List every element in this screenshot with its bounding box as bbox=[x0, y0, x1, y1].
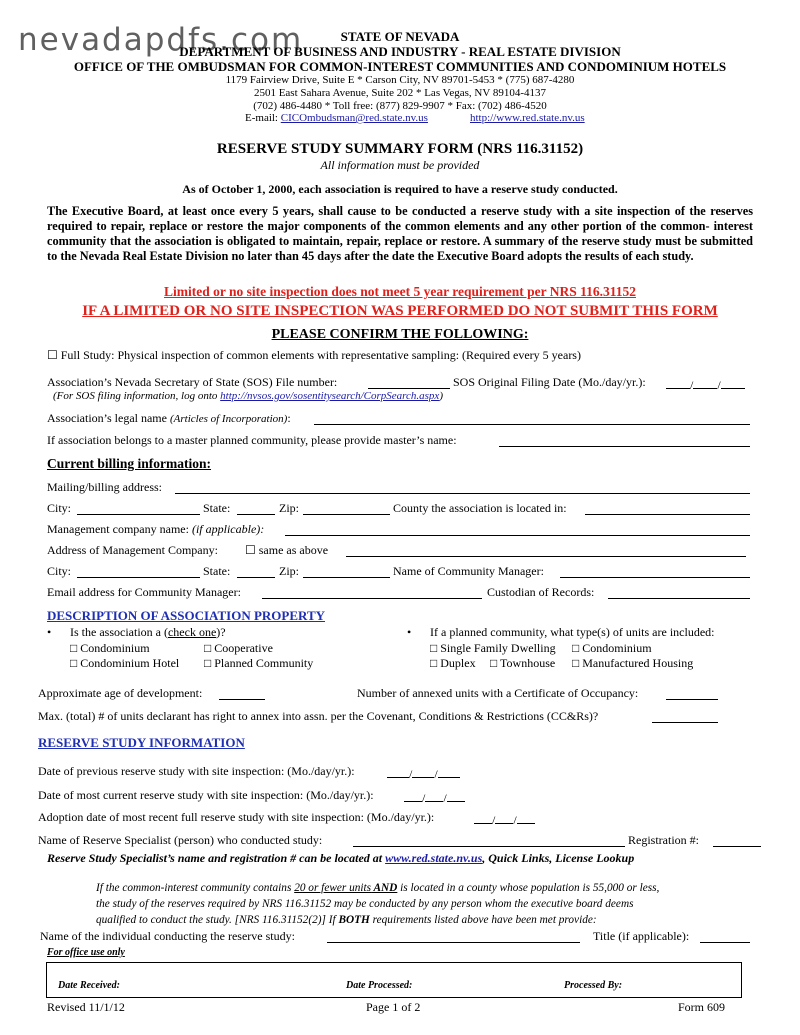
registration-field[interactable] bbox=[713, 846, 761, 847]
lookup-link[interactable]: www.red.state.nv.us bbox=[385, 851, 483, 865]
q1-check-one: check one bbox=[167, 625, 217, 639]
office-use-label: For office use only bbox=[47, 947, 125, 958]
email-link[interactable]: CICOmbudsman@red.state.nv.us bbox=[280, 112, 428, 124]
sos-search-link[interactable]: http://nvsos.gov/sosentitysearch/CorpSearch.aspx bbox=[220, 390, 440, 402]
form-number: Form 609 bbox=[678, 1000, 726, 1014]
legal-name-note: (Articles of Incorporation) bbox=[169, 413, 288, 425]
small-note-1c: AND bbox=[371, 882, 398, 894]
individual-field[interactable] bbox=[327, 942, 580, 943]
sos-note-prefix: (For SOS filing information, log onto bbox=[53, 390, 221, 402]
bullet-association-type: • bbox=[47, 625, 52, 639]
master-community-field[interactable] bbox=[499, 446, 750, 447]
option-condominium[interactable]: □ Condominium bbox=[70, 641, 150, 655]
annexed-field[interactable] bbox=[666, 699, 718, 700]
current-study-label: Date of most current reserve study with site inspection: (Mo./day/yr.): bbox=[38, 788, 374, 802]
max-units-label: Max. (total) # of units declarant has right to annex into assn. per the Covenant, Conditions & Restrictions (CC&Rs)? bbox=[38, 709, 599, 723]
small-community-note bbox=[96, 880, 736, 928]
city-field[interactable] bbox=[77, 514, 200, 515]
previous-study-date[interactable]: / / bbox=[387, 764, 460, 782]
manager-email-field[interactable] bbox=[262, 598, 482, 599]
department-title: DEPARTMENT OF BUSINESS AND INDUSTRY - REAL ESTATE DIVISION bbox=[179, 44, 621, 59]
state-label: State: bbox=[203, 501, 231, 515]
title-label: Title (if applicable): bbox=[593, 929, 690, 943]
email-label: E-mail: bbox=[245, 112, 278, 124]
state-field[interactable] bbox=[237, 514, 275, 515]
association-type-question bbox=[70, 625, 226, 640]
unit-types-question: If a planned community, what type(s) of units are included: bbox=[430, 625, 715, 639]
mailing-field[interactable] bbox=[175, 493, 750, 494]
option-cooperative[interactable]: □ Cooperative bbox=[204, 641, 273, 655]
mgmt-city-label: City: bbox=[47, 564, 72, 578]
mailing-label: Mailing/billing address: bbox=[47, 480, 162, 494]
address-carson: 1179 Fairview Drive, Suite E * Carson City, NV 89701-5453 * (775) 687-4280 bbox=[225, 74, 575, 86]
sos-date-field[interactable]: / / bbox=[666, 375, 748, 393]
full-study-checkbox[interactable]: ☐ Full Study: Physical inspection of common elements with representative sampling: (Required every 5 years) bbox=[47, 348, 581, 362]
warning-limited-inspection: Limited or no site inspection does not meet 5 year requirement per NRS 116.31152 bbox=[164, 284, 636, 299]
as-of-statement: As of October 1, 2000, each association is required to have a reserve study conducted. bbox=[182, 182, 618, 196]
master-community-label: If association belongs to a master planned community, please provide master’s name: bbox=[47, 433, 457, 447]
registration-label: Registration #: bbox=[628, 833, 699, 847]
age-field[interactable] bbox=[219, 699, 265, 700]
watermark: nevadapdfs.com bbox=[18, 22, 304, 58]
form-title: RESERVE STUDY SUMMARY FORM (NRS 116.31152) bbox=[216, 141, 584, 157]
previous-study-label: Date of previous reserve study with site inspection: (Mo./day/yr.): bbox=[38, 764, 355, 778]
lookup-note bbox=[47, 851, 634, 866]
manager-name-label: Name of Community Manager: bbox=[393, 564, 544, 578]
max-units-field[interactable] bbox=[652, 722, 718, 723]
mgmt-name-text: Management company name: bbox=[47, 522, 189, 536]
q1-suffix: )? bbox=[216, 625, 226, 639]
option-manufactured-housing[interactable]: □ Manufactured Housing bbox=[572, 656, 694, 670]
option-duplex[interactable]: □ Duplex bbox=[430, 656, 476, 670]
billing-heading: Current billing information: bbox=[47, 456, 212, 471]
city-label: City: bbox=[47, 501, 72, 515]
mgmt-zip-label: Zip: bbox=[279, 564, 299, 578]
adoption-date-label: Adoption date of most recent full reserve study with site inspection: (Mo./day/yr.): bbox=[38, 810, 435, 824]
specialist-label: Name of Reserve Specialist (person) who conducted study: bbox=[38, 833, 323, 847]
age-label: Approximate age of development: bbox=[38, 686, 203, 700]
form-subtitle: All information must be provided bbox=[320, 158, 480, 172]
q1-prefix: Is the association a ( bbox=[70, 625, 168, 639]
lookup-prefix: Reserve Study Specialist’s name and registration # can be located at bbox=[47, 851, 386, 865]
warning-do-not-submit: IF A LIMITED OR NO SITE INSPECTION WAS PERFORMED DO NOT SUBMIT THIS FORM bbox=[82, 303, 718, 319]
legal-name-colon: : bbox=[287, 411, 291, 425]
mgmt-zip-field[interactable] bbox=[303, 577, 390, 578]
custodian-label: Custodian of Records: bbox=[487, 585, 595, 599]
option-condominium-hotel[interactable]: □ Condominium Hotel bbox=[70, 656, 180, 670]
phone-numbers: (702) 486-4480 * Toll free: (877) 829-9907 * Fax: (702) 486-4520 bbox=[253, 100, 547, 112]
email-line bbox=[245, 112, 428, 124]
small-note-3c: requirements listed above have been met provide: bbox=[369, 914, 597, 926]
mgmt-name-note: (if applicable): bbox=[191, 522, 265, 536]
mgmt-name-field[interactable] bbox=[285, 535, 750, 536]
address-vegas: 2501 East Sahara Avenue, Suite 202 * Las Vegas, NV 89104-4137 bbox=[253, 87, 547, 99]
option-townhouse[interactable]: □ Townhouse bbox=[490, 656, 556, 670]
option-unit-condominium[interactable]: □ Condominium bbox=[572, 641, 652, 655]
custodian-field[interactable] bbox=[608, 598, 750, 599]
state-title: STATE OF NEVADA bbox=[340, 29, 460, 44]
legal-name-label bbox=[47, 411, 291, 426]
individual-label: Name of the individual conducting the reserve study: bbox=[40, 929, 295, 943]
specialist-field[interactable] bbox=[353, 846, 625, 847]
same-as-above-checkbox[interactable]: ☐ same as above bbox=[245, 543, 329, 557]
lookup-suffix: , Quick Links, License Lookup bbox=[482, 851, 635, 865]
small-note-1a: If the common-interest community contains bbox=[96, 882, 295, 894]
small-note-line-3 bbox=[96, 912, 736, 928]
mgmt-state-label: State: bbox=[203, 564, 231, 578]
small-note-line-1 bbox=[96, 880, 736, 896]
title-field[interactable] bbox=[700, 942, 750, 943]
legal-name-text: Association’s legal name bbox=[47, 411, 167, 425]
revised-date: Revised 11/1/12 bbox=[47, 1000, 125, 1014]
option-single-family[interactable]: □ Single Family Dwelling bbox=[430, 641, 556, 655]
county-field[interactable] bbox=[585, 514, 750, 515]
small-note-3b: BOTH bbox=[338, 914, 370, 926]
option-planned-community[interactable]: □ Planned Community bbox=[204, 656, 314, 670]
mgmt-address-label: Address of Management Company: bbox=[47, 543, 218, 557]
date-processed-label: Date Processed: bbox=[346, 980, 413, 991]
small-note-1b: 20 or fewer units bbox=[294, 882, 372, 894]
mgmt-city-field[interactable] bbox=[77, 577, 200, 578]
sos-file-field[interactable] bbox=[368, 388, 450, 389]
sos-note bbox=[53, 390, 443, 402]
legal-name-field[interactable] bbox=[314, 424, 750, 425]
intro-paragraph: The Executive Board, at least once every 5 years, shall cause to be conducted a reserve study with a site inspection of the reserves required to repair, replace or restore the major components of the common elements and any other portion of the common- interest community that the association is obligated to maintain, repair, replace or restore. A summary of the reserve study must be submitted to the Nevada Real Estate Division no later than 45 days after the date the Executive Board adopts the results of each study. bbox=[47, 204, 753, 263]
date-received-label: Date Received: bbox=[58, 980, 120, 991]
processed-by-label: Processed By: bbox=[564, 980, 623, 991]
annexed-label: Number of annexed units with a Certificate of Occupancy: bbox=[357, 686, 639, 700]
manager-name-field[interactable] bbox=[560, 577, 750, 578]
county-label: County the association is located in: bbox=[393, 501, 567, 515]
adoption-date-field[interactable]: / / bbox=[474, 810, 535, 828]
small-note-line-2: the study of the reserves required by NRS 116.31152 may be conducted by any person whom the executive board deems bbox=[96, 898, 634, 910]
property-heading: DESCRIPTION OF ASSOCIATION PROPERTY bbox=[47, 608, 326, 623]
office-title: OFFICE OF THE OMBUDSMAN FOR COMMON-INTEREST COMMUNITIES AND CONDOMINIUM HOTELS bbox=[73, 59, 727, 74]
reserve-heading: RESERVE STUDY INFORMATION bbox=[38, 735, 245, 750]
sos-date-label: SOS Original Filing Date (Mo./day/yr.): bbox=[453, 375, 646, 389]
bullet-unit-types: • bbox=[407, 625, 412, 639]
small-note-3a: qualified to conduct the study. [NRS 116.31152(2)] If bbox=[96, 914, 339, 926]
current-study-date[interactable]: / / bbox=[404, 788, 465, 806]
manager-email-label: Email address for Community Manager: bbox=[47, 585, 241, 599]
mgmt-state-field[interactable] bbox=[237, 577, 275, 578]
mgmt-address-field[interactable] bbox=[346, 556, 746, 557]
zip-label: Zip: bbox=[279, 501, 299, 515]
zip-field[interactable] bbox=[303, 514, 390, 515]
confirm-heading: PLEASE CONFIRM THE FOLLOWING: bbox=[271, 327, 529, 342]
sos-note-suffix: ) bbox=[439, 390, 443, 402]
small-note-1d: is located in a county whose population is 55,000 or less, bbox=[397, 882, 660, 894]
page-number: Page 1 of 2 bbox=[366, 1000, 421, 1014]
website-link[interactable]: http://www.red.state.nv.us bbox=[470, 112, 585, 124]
sos-file-label: Association’s Nevada Secretary of State (SOS) File number: bbox=[47, 375, 338, 389]
mgmt-name-label bbox=[47, 522, 264, 537]
